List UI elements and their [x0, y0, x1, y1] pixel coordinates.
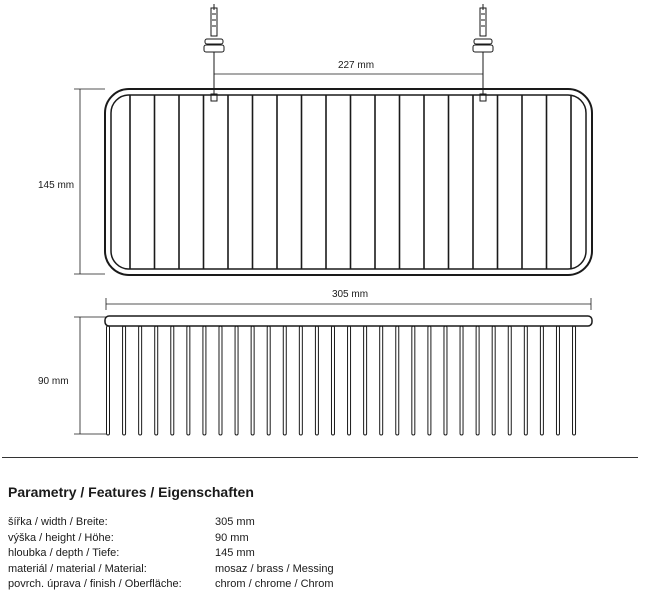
side-wire-bar — [107, 326, 110, 435]
side-top-rail — [105, 316, 592, 326]
side-wire-bar — [428, 326, 431, 435]
spec-value: 145 mm — [215, 547, 255, 559]
spec-label: materiál / material / Material: — [8, 562, 147, 575]
right-screw-icon — [473, 4, 493, 101]
side-wire-bar — [444, 326, 447, 435]
side-wire-bar — [380, 326, 383, 435]
side-wire-bar — [187, 326, 190, 435]
height-dimension — [74, 317, 106, 434]
side-wire-bar — [331, 326, 334, 435]
spec-row — [8, 515, 628, 531]
side-wire-bar — [299, 326, 302, 435]
side-view — [38, 316, 592, 435]
width-label: 305 mm — [331, 289, 369, 300]
spec-row — [8, 577, 628, 593]
side-wire-bar — [460, 326, 463, 435]
section-title: Parametry / Features / Eigenschaften — [8, 484, 254, 500]
side-wire-bar — [573, 326, 576, 435]
spec-value: chrom / chrome / Chrom — [215, 578, 334, 590]
spec-row — [8, 531, 628, 547]
screw-spacing-dimension — [214, 70, 483, 78]
side-wire-bar — [219, 326, 222, 435]
height-label: 90 mm — [38, 376, 69, 387]
left-screw-icon — [204, 4, 224, 101]
side-wire-bar — [235, 326, 238, 435]
basket-outer-frame — [105, 89, 592, 275]
spec-label: šířka / width / Breite: — [8, 516, 108, 528]
spec-value: 90 mm — [215, 531, 249, 544]
basket-wire-bars — [130, 95, 571, 269]
side-wire-bar — [123, 326, 126, 435]
side-wire-bar — [364, 326, 367, 435]
side-wire-bar — [556, 326, 559, 435]
side-wire-bar — [396, 326, 399, 435]
side-wire-bar — [267, 326, 270, 435]
side-wire-bar — [476, 326, 479, 435]
side-wire-bar — [171, 326, 174, 435]
side-wire-bar — [412, 326, 415, 435]
spec-row — [8, 546, 628, 562]
spec-label: povrch. úprava / finish / Oberfläche: — [8, 578, 182, 590]
side-wire-bar — [251, 326, 254, 435]
side-wire-bars — [107, 326, 576, 435]
side-wire-bar — [139, 326, 142, 435]
section-divider — [2, 457, 638, 458]
side-wire-bar — [283, 326, 286, 435]
specs-table — [8, 515, 628, 593]
side-wire-bar — [203, 326, 206, 435]
side-wire-bar — [508, 326, 511, 435]
side-wire-bar — [315, 326, 318, 435]
spec-value: mosaz / brass / Messing — [215, 562, 334, 575]
screw-spacing-label: 227 mm — [337, 60, 375, 71]
basket-inner-frame — [111, 95, 586, 269]
depth-dimension — [74, 89, 105, 274]
spec-row — [8, 562, 628, 578]
spec-label: výška / height / Höhe: — [8, 531, 114, 544]
depth-label: 145 mm — [38, 180, 75, 191]
side-wire-bar — [155, 326, 158, 435]
side-wire-bar — [348, 326, 351, 435]
spec-label: hloubka / depth / Tiefe: — [8, 547, 120, 559]
top-view — [38, 4, 592, 310]
spec-value: 305 mm — [215, 516, 255, 528]
side-wire-bar — [540, 326, 543, 435]
side-wire-bar — [524, 326, 527, 435]
side-wire-bar — [492, 326, 495, 435]
